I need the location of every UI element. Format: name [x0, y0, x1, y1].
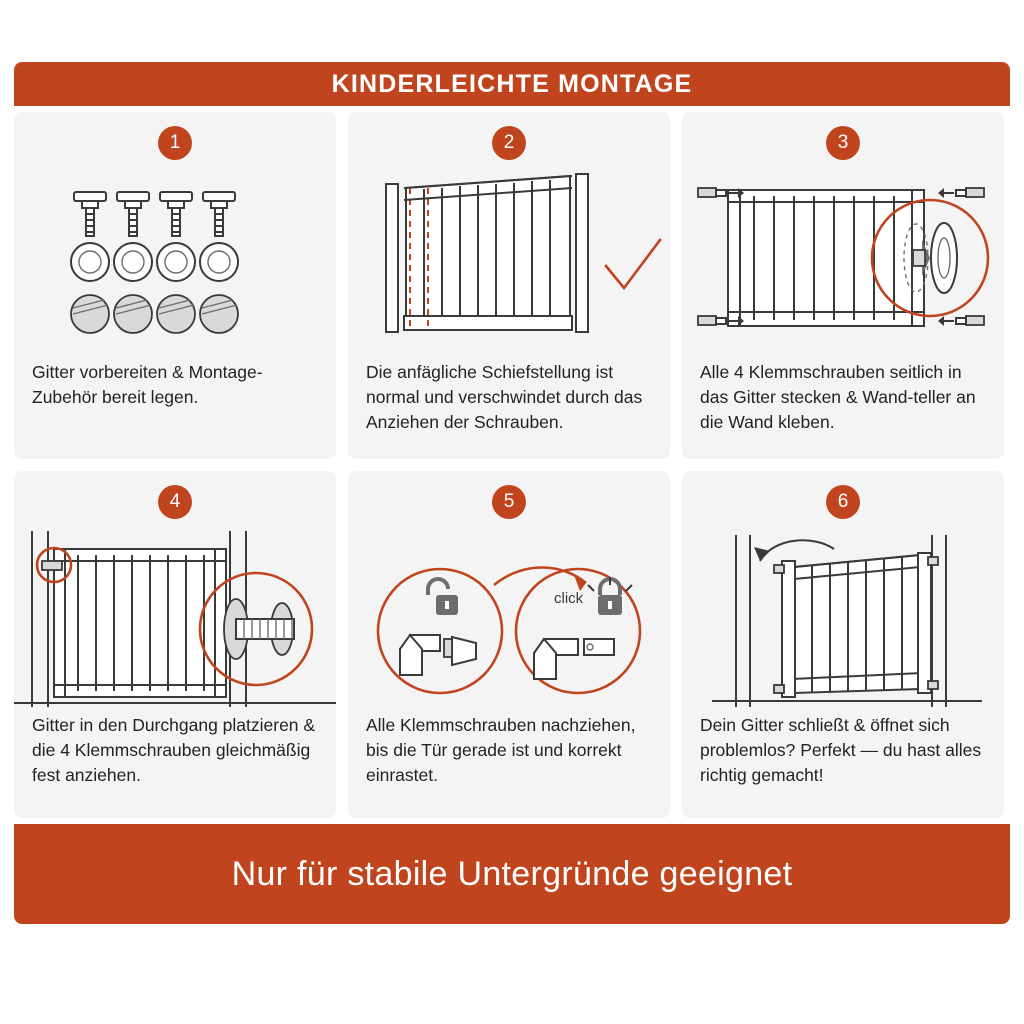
step-card-3 — [682, 112, 1004, 459]
step-number-badge: 2 — [492, 126, 526, 160]
gate-tilted-with-checkmark-illustration — [348, 162, 670, 352]
footer-banner — [14, 824, 1010, 924]
step-caption: Dein Gitter schließt & öffnet sich problemlos? Perfekt — du hast alles richtig gemacht! — [700, 715, 982, 785]
gate-swinging-open-illustration — [682, 521, 1004, 711]
gate-in-doorway-with-screw-zoom-illustration — [14, 521, 336, 711]
page-title: KINDERLEICHTE MONTAGE — [331, 69, 693, 98]
step-number-badge: 6 — [826, 485, 860, 519]
click-label: click — [554, 590, 584, 607]
steps-grid — [14, 112, 1010, 818]
header-banner — [14, 62, 1010, 106]
step-number-badge: 3 — [826, 126, 860, 160]
lock-unlock-click-latch-illustration — [348, 521, 670, 711]
parts-screws-washers-pads-illustration — [14, 162, 336, 352]
step-card-1 — [14, 112, 336, 459]
step-card-4 — [14, 471, 336, 818]
step-card-2 — [348, 112, 670, 459]
step-number-badge: 5 — [492, 485, 526, 519]
step-card-6 — [682, 471, 1004, 818]
gate-with-four-clamp-screws-and-wall-cups-illustration — [682, 162, 1004, 352]
step-number-badge: 4 — [158, 485, 192, 519]
step-caption: Gitter in den Durchgang platzieren & die 4 Klemmschrauben gleichmäßig fest anziehen. — [32, 715, 316, 785]
step-caption: Die anfägliche Schiefstellung ist normal und verschwindet durch das Anziehen der Schrauben. — [366, 362, 643, 432]
footer-note: Nur für stabile Untergründe geeignet — [231, 854, 793, 893]
step-caption: Alle 4 Klemmschrauben seitlich in das Gitter stecken & Wand-teller an die Wand kleben. — [700, 362, 976, 432]
step-card-5 — [348, 471, 670, 818]
step-caption: Alle Klemmschrauben nachziehen, bis die Tür gerade ist und korrekt einrastet. — [366, 715, 636, 785]
step-caption: Gitter vorbereiten & Montage-Zubehör bereit legen. — [32, 362, 263, 407]
step-number-badge: 1 — [158, 126, 192, 160]
